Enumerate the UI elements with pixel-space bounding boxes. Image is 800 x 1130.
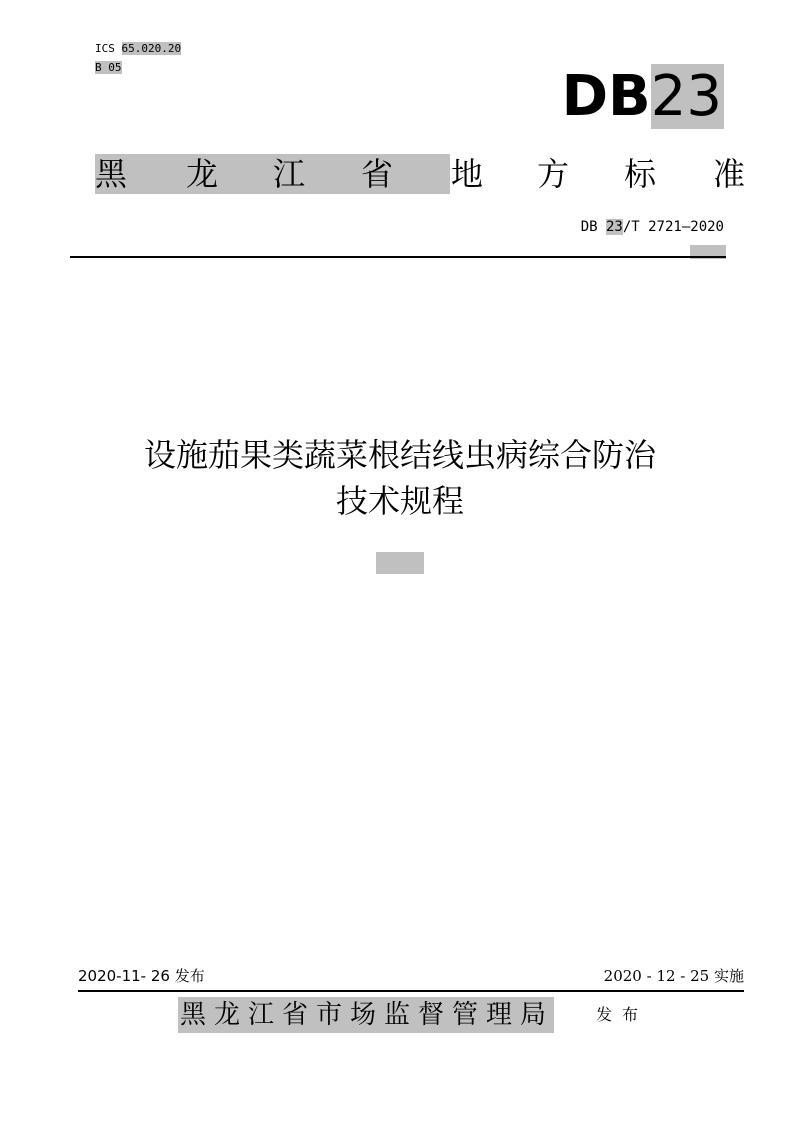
title-line-2: 技术规程: [335, 482, 464, 520]
redaction-mark: [376, 552, 424, 574]
standard-type-char: 江: [273, 155, 306, 193]
standard-type-char: 龙: [186, 155, 219, 193]
header-divider: [70, 256, 726, 258]
publish-date: 2020-11- 26 发布: [78, 967, 205, 985]
implement-date: 2020 - 12 - 25 实施: [603, 967, 744, 985]
standard-type-char: 黑: [95, 155, 128, 193]
standard-number-suffix: /T 2721—2020: [622, 219, 724, 235]
standard-type-char: 省: [361, 155, 394, 193]
standard-number-province: 23: [605, 219, 623, 235]
ics-code: [95, 42, 181, 55]
standard-number-prefix: DB: [580, 219, 606, 235]
ics-number: 65.020.20: [121, 42, 182, 55]
ccs-code: B 05: [95, 61, 122, 74]
ics-prefix: ICS: [95, 42, 115, 55]
standard-type-heading: [95, 150, 750, 198]
standard-type-char: 准: [713, 155, 746, 193]
title-line-1: 设施茄果类蔬菜根结线虫病综合防治: [143, 436, 656, 474]
db23-logo: [562, 66, 724, 128]
issuing-authority: 黑龙江省市场监督管理局: [178, 997, 554, 1033]
logo-number: 23: [650, 64, 722, 129]
logo-letters: DB: [561, 64, 651, 129]
standard-type-char: 方: [537, 155, 570, 193]
footer-divider: [78, 990, 744, 992]
standard-number: [581, 218, 724, 236]
standard-type-char: 地: [451, 155, 484, 193]
standard-type-char: 标: [624, 155, 657, 193]
issued-label: 发布: [596, 1005, 649, 1024]
document-title: [0, 432, 800, 524]
